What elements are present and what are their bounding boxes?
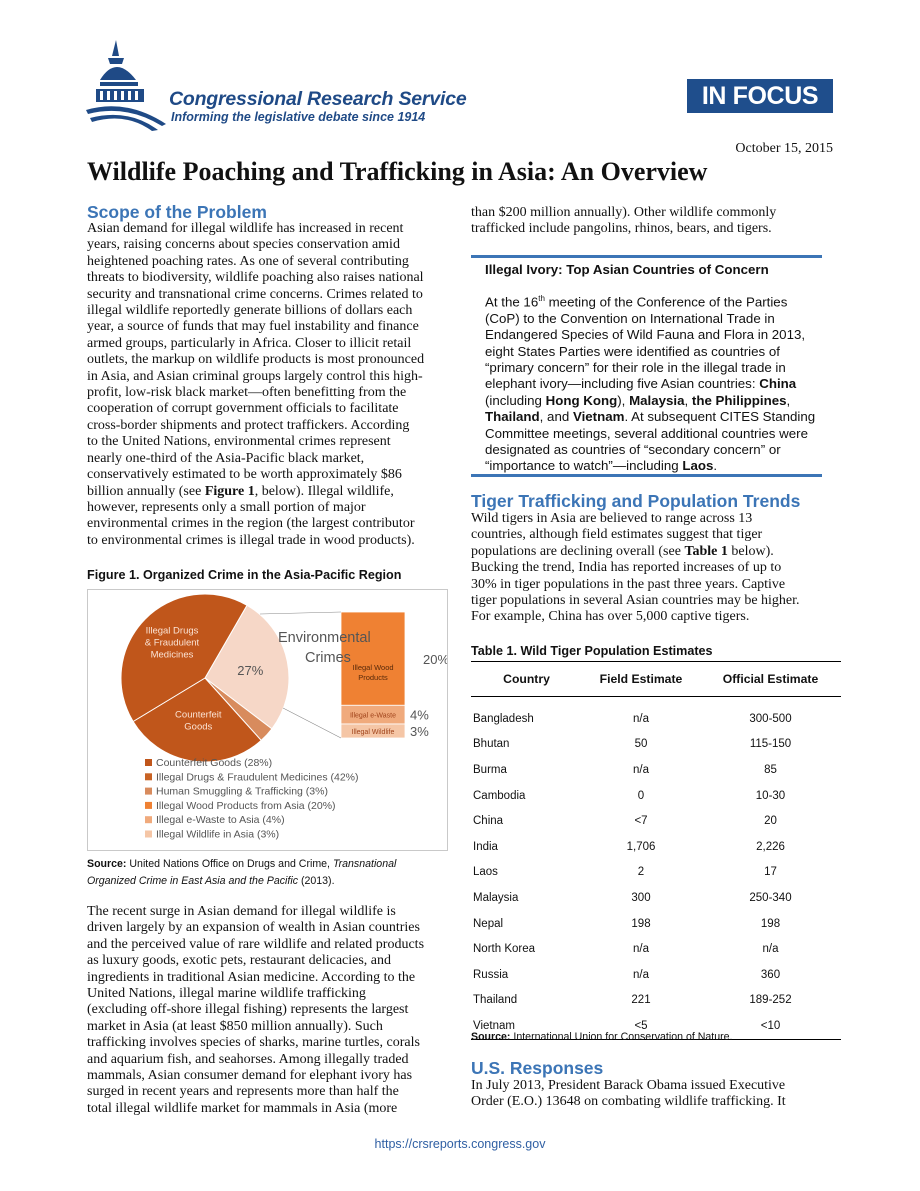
wildlife-continued-paragraph	[471, 205, 831, 238]
source-text: International Union for Conservation of Nature.	[510, 1031, 733, 1043]
page-title: Wildlife Poaching and Trafficking in Asia: An Overview	[87, 157, 708, 186]
column-header: Field Estimate	[599, 672, 683, 686]
source-label: Source:	[87, 858, 127, 870]
text-span: (including	[485, 392, 546, 408]
superscript: th	[538, 294, 545, 303]
scope-paragraph	[87, 221, 453, 549]
slice-label: Illegal Drugs	[145, 625, 199, 637]
table-cell: 198	[631, 917, 651, 930]
table-row	[471, 834, 841, 860]
legend-swatch	[145, 831, 152, 838]
tiger-heading: Tiger Trafficking and Population Trends	[471, 491, 801, 511]
legend-entry: Illegal Wildlife in Asia (3%)	[156, 828, 280, 841]
text-span: ,	[786, 392, 791, 408]
text-span: ,	[684, 392, 692, 408]
table-row	[471, 757, 841, 783]
table-cell: 10-30	[755, 789, 786, 802]
source-text: United Nations Office on Drugs and Crime,	[126, 858, 333, 870]
table-cell: Bhutan	[473, 738, 510, 751]
country-laos: Laos	[682, 458, 714, 474]
country-malaysia: Malaysia	[629, 392, 685, 408]
country-philippines: the Philippines	[691, 392, 787, 408]
figure-1-reference[interactable]: Figure 1	[204, 483, 255, 499]
breakdown-label: Illegal Wildlife	[351, 729, 395, 736]
slice-label: Medicines	[150, 649, 194, 661]
text-line	[87, 484, 453, 500]
country-vietnam: Vietnam	[572, 409, 625, 425]
text-line: total illegal wildlife market for mammals in Asia (more	[87, 1100, 398, 1116]
table-cell: 198	[760, 917, 781, 930]
text-line: In July 2013, President Barack Obama issued Executive	[471, 1078, 786, 1093]
table-cell: <10	[760, 1019, 781, 1032]
table-title: Table 1. Wild Tiger Population Estimates	[471, 644, 713, 658]
table-row	[471, 783, 841, 809]
text-span: populations are declining overall (see	[471, 543, 685, 559]
footer-url[interactable]: https://crsreports.congress.gov	[374, 1137, 546, 1151]
table-cell: Laos	[473, 866, 498, 879]
environmental-percent-label: 27%	[237, 662, 264, 678]
text-line: environmental crimes in the region (the largest contributor	[87, 516, 415, 532]
text-line: and aquarium fish, and seahorses. Among illegally traded	[87, 1051, 409, 1067]
table-cell: Thailand	[473, 994, 518, 1007]
text-line: mammals, Asian consumer demand for elephant ivory has	[87, 1068, 413, 1084]
table-cell: 360	[760, 968, 781, 981]
table-cell: China	[473, 815, 504, 828]
country-china: China	[759, 376, 797, 392]
table-cell: 0	[637, 789, 645, 802]
slice-label: Counterfeit	[175, 709, 222, 721]
table-cell: n/a	[633, 763, 649, 776]
text-line: Order (E.O.) 13648 on combating wildlife trafficking. It	[471, 1094, 786, 1110]
column-header: Official Estimate	[722, 672, 819, 686]
crs-logo[interactable]	[86, 40, 496, 140]
table-cell: 300-500	[749, 712, 792, 725]
table-row	[471, 885, 841, 911]
text-span: At the 16	[485, 294, 539, 310]
text-line: market in Asia (at least $850 million annually). Such	[87, 1018, 383, 1034]
legend-entry: Illegal e-Waste to Asia (4%)	[156, 814, 285, 827]
text-line: United Nations, illegal marine wildlife trafficking	[87, 986, 366, 1002]
in-focus-badge: IN FOCUS	[687, 79, 833, 113]
table-cell: 221	[631, 994, 651, 1007]
table-cell: 2	[637, 866, 645, 879]
org-tagline: Informing the legislative debate since 1914	[171, 110, 426, 124]
table-cell: Bangladesh	[473, 712, 534, 725]
text-span: billion annually (see	[87, 483, 205, 499]
source-year: (2013).	[298, 875, 335, 887]
breakdown-percent: 4%	[410, 707, 429, 723]
pie-chart	[88, 590, 447, 850]
table-1-reference[interactable]: Table 1	[684, 543, 728, 559]
text-line: cross-border shipments and protect traffickers. According	[87, 417, 410, 433]
tiger-paragraph	[471, 511, 836, 626]
legend-entry: Human Smuggling & Trafficking (3%)	[156, 785, 328, 798]
text-span: below).	[727, 543, 774, 559]
text-line: however, represents only a small portion of major	[87, 499, 366, 515]
capitol-dome-icon	[86, 40, 168, 132]
connector-line	[283, 708, 341, 738]
table-cell: 85	[764, 763, 777, 776]
breakdown-percent: 3%	[410, 724, 429, 739]
text-line: armed groups, particularly in Africa. Closer to illicit retail	[87, 335, 412, 351]
legend-swatch	[145, 773, 152, 780]
org-name: Congressional Research Service	[169, 88, 467, 110]
table-cell: 50	[634, 738, 648, 751]
source-title: Transnational	[332, 858, 397, 870]
recent-surge-paragraph	[87, 904, 453, 1117]
legend-swatch	[145, 802, 152, 809]
text-line: ingredients in traditional Asian medicine. According to the	[87, 969, 416, 985]
table-cell: n/a	[633, 968, 649, 981]
text-line: outlets, the markup on wildlife products is most pronounced	[87, 352, 425, 368]
text-span: .	[713, 458, 718, 474]
text-line: trafficked include pangolins, rhinos, bears, and tigers.	[471, 221, 772, 237]
table-cell: Nepal	[473, 917, 504, 930]
text-line: Wild tigers in Asia are believed to range across 13	[471, 511, 753, 526]
text-line: driven largely by an expansion of wealth in Asian countries	[87, 920, 420, 936]
table-cell: 2,226	[756, 840, 785, 853]
text-line: cooperation of corrupt government officials to facilitate	[87, 401, 399, 417]
text-line: years, raising concerns about species conservation amid	[87, 237, 400, 253]
column-header: Country	[503, 672, 550, 686]
text-line: heightened poaching rates. As one of several contributing	[87, 253, 409, 269]
table-row	[471, 860, 841, 886]
legend-entry: Illegal Drugs & Fraudulent Medicines (42%)	[156, 771, 359, 784]
table-cell: Russia	[473, 968, 509, 981]
text-line: as luxury goods, exotic pets, restaurant delicacies, and	[87, 953, 392, 969]
ivory-sidebar-box	[471, 255, 822, 477]
table-row	[471, 962, 841, 988]
table-cell: 115-150	[749, 738, 792, 751]
scope-heading: Scope of the Problem	[87, 202, 267, 222]
table-cell: 17	[764, 866, 777, 879]
text-line	[471, 544, 836, 560]
table-row	[471, 732, 841, 758]
slice-label: & Fraudulent	[144, 637, 200, 649]
legend-entry: Illegal Wood Products from Asia (20%)	[156, 799, 336, 812]
text-line: threats to biodiversity, wildlife poaching also raises national	[87, 270, 424, 286]
table-row	[471, 808, 841, 834]
legend-swatch	[145, 816, 152, 823]
text-line: conservatively estimated to be worth approximately $86	[87, 467, 402, 483]
text-line: (excluding off-shore illegal fishing) represents the largest	[87, 1002, 409, 1018]
text-line: tiger populations in several Asian countries may be higher.	[471, 593, 800, 609]
table-row	[471, 936, 841, 962]
text-line: Asian demand for illegal wildlife has increased in recent	[87, 221, 404, 236]
group-label: Crimes	[305, 650, 351, 666]
text-line: security and transnational crime concerns. Crimes related to	[87, 286, 423, 302]
table-cell: 1,706	[626, 840, 656, 853]
text-line: and the perceived value of rare wildlife and related products	[87, 936, 425, 952]
table-source	[471, 1031, 732, 1043]
ivory-box-title: Illegal Ivory: Top Asian Countries of Concern	[485, 262, 769, 277]
table-cell: Burma	[473, 763, 507, 776]
figure-1-chart	[87, 589, 448, 851]
table-cell: India	[473, 840, 498, 853]
table-cell: Vietnam	[473, 1019, 515, 1032]
country-hong-kong: Hong Kong	[545, 392, 618, 408]
text-line: to the United Nations, environmental crimes represent	[87, 434, 391, 450]
country-thailand: Thailand	[485, 409, 540, 425]
text-span: meeting of the Conference of the Parties (CoP) to the Convention on International Trade in Endangered Species of Wild Fauna and Flora in 2013, eight States Parties were identified as countries of “primary concern” for their role in the illegal trade in elephant ivory—including five Asian countries:	[485, 294, 806, 392]
table-row	[471, 706, 841, 732]
table-cell: 300	[631, 891, 651, 904]
breakdown-label: Products	[358, 672, 388, 682]
source-title: Organized Crime in East Asia and the Pacific	[87, 875, 298, 887]
text-line: than $200 million annually). Other wildlife commonly	[471, 205, 777, 220]
table-cell: n/a	[762, 943, 779, 956]
publication-date: October 15, 2015	[735, 141, 833, 156]
slice-label: Goods	[184, 721, 213, 733]
text-line: The recent surge in Asian demand for illegal wildlife is	[87, 904, 396, 919]
text-line: Bucking the trend, India has reported increases of up to	[471, 560, 782, 576]
figure-title: Figure 1. Organized Crime in the Asia-Pacific Region	[87, 568, 402, 582]
legend-entry: Counterfeit Goods (28%)	[156, 757, 273, 769]
text-line: illegal wildlife reportedly generate billions of dollars each	[87, 303, 413, 319]
table-cell: Cambodia	[473, 789, 526, 802]
table-cell: n/a	[633, 712, 649, 725]
text-line: nearly one-third of the Asia-Pacific black market,	[87, 450, 365, 466]
text-line: profit, low-risk black market—often benefitting from the	[87, 385, 407, 401]
table-cell: <7	[634, 815, 648, 828]
text-line: in Asia, and Asian criminal groups largely control this high-	[87, 368, 423, 384]
text-span: , and	[539, 409, 573, 425]
text-span: ),	[617, 392, 630, 408]
text-line: surged in recent years and represents more than half the	[87, 1084, 399, 1100]
text-line: countries, although field estimates suggest that tiger	[471, 527, 763, 543]
tiger-population-table	[471, 661, 841, 1040]
text-line: year, a source of funds that may fuel instability and finance	[87, 319, 419, 335]
breakdown-percent: 20%	[423, 652, 447, 667]
table-cell: North Korea	[473, 943, 536, 956]
table-cell: Malaysia	[473, 891, 519, 904]
text-span: . At subsequent CITES Standing Committee meetings, several additional countries were designated as countries of “secondary concern” or “importance to watch”—including	[485, 409, 816, 474]
table-row	[471, 988, 841, 1014]
breakdown-label: Illegal Wood	[352, 662, 394, 672]
us-responses-heading: U.S. Responses	[471, 1058, 604, 1078]
table-cell: <5	[634, 1019, 648, 1032]
table-cell: 20	[764, 815, 777, 828]
text-span: , below). Illegal wildlife,	[254, 483, 394, 499]
figure-source	[87, 856, 452, 890]
table-header-row	[471, 662, 841, 697]
legend-swatch	[145, 788, 152, 795]
table-cell: 250-340	[749, 891, 792, 904]
table-cell: n/a	[633, 943, 649, 956]
connector-line	[260, 612, 341, 614]
text-line: 30% in tiger populations in the past three years. Captive	[471, 576, 786, 592]
table-row	[471, 911, 841, 937]
table-cell: 189-252	[749, 994, 792, 1007]
breakdown-label: Illegal e-Waste	[349, 712, 397, 720]
source-label: Source:	[471, 1031, 511, 1043]
text-line: trafficking involves species of sharks, marine turtles, corals	[87, 1035, 420, 1051]
text-line: to environmental crimes is illegal trade in wood products).	[87, 532, 415, 548]
legend-swatch	[145, 759, 152, 766]
text-line: For example, China has over 5,000 captive tigers.	[471, 609, 750, 625]
group-label: Environmental	[278, 630, 371, 646]
us-responses-paragraph	[471, 1078, 836, 1111]
ivory-box-text	[485, 291, 817, 475]
